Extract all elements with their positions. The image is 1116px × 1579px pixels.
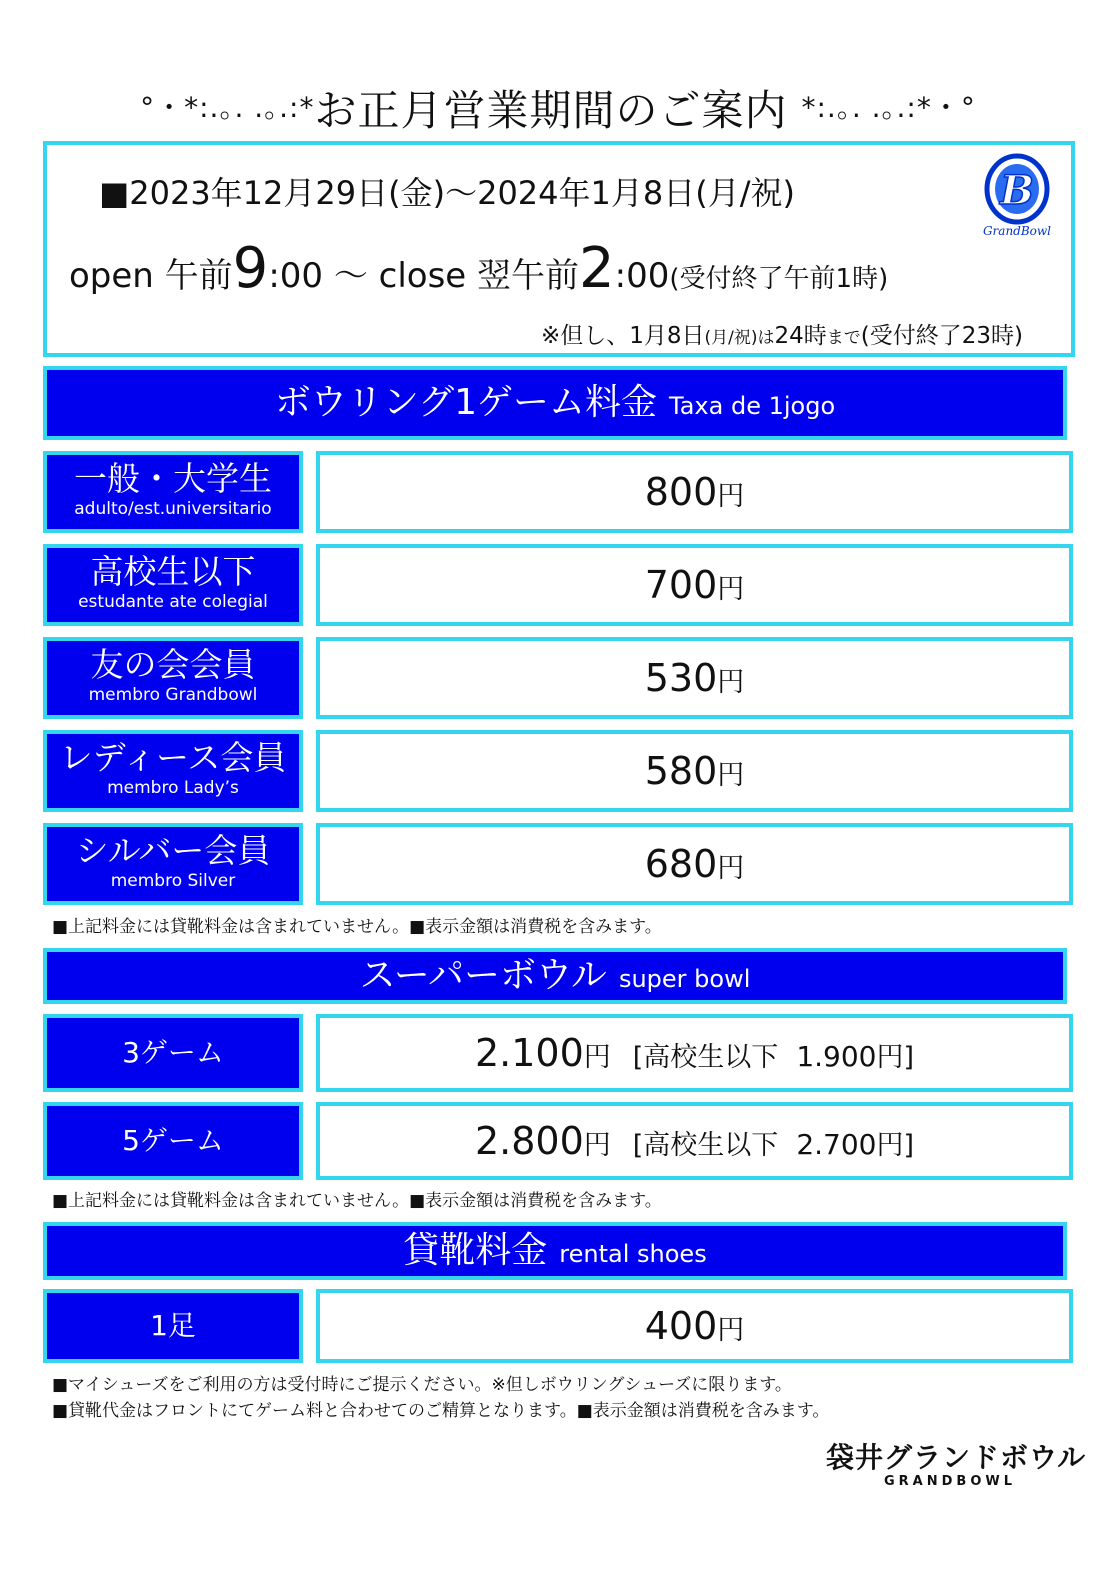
fee-label-ladies xyxy=(43,730,303,812)
yen: 円 xyxy=(583,1130,611,1161)
student-price: 2.700 xyxy=(796,1128,877,1161)
open-minutes: :00 ～ close 翌午前 xyxy=(268,256,580,296)
banner-title-jp: ボウリング1ゲーム料金 xyxy=(274,382,658,423)
price: 800 xyxy=(644,470,718,514)
price: 530 xyxy=(644,656,718,700)
page-title xyxy=(0,78,1116,138)
fee-label-highschool xyxy=(43,544,303,626)
fee-label-member xyxy=(43,637,303,719)
fee-value-highschool xyxy=(316,544,1073,626)
superbowl-value-5game xyxy=(316,1102,1073,1180)
close-minutes: :00 xyxy=(614,256,670,296)
label-jp: 友の会会員 xyxy=(90,645,256,684)
yen: 円 xyxy=(717,667,745,698)
superbowl-label-3game xyxy=(43,1014,303,1092)
logo-text: GrandBowl xyxy=(982,224,1052,238)
bowling-fee-note: ■上記料金には貸靴料金は含まれていません。■表示金額は消費税を含みます。 xyxy=(52,917,662,937)
shoes-value xyxy=(316,1289,1073,1363)
superbowl-label-5game xyxy=(43,1102,303,1180)
yen: 円] xyxy=(876,1130,915,1161)
svg-text:B: B xyxy=(1000,167,1034,214)
shoes-note-2: ■貸靴代金はフロントにてゲーム料と合わせてのご精算となります。■表示金額は消費税を含みます。 xyxy=(52,1401,830,1421)
label-jp: 高校生以下 xyxy=(90,552,256,591)
price: 700 xyxy=(644,563,718,607)
label-en: membro Lady’s xyxy=(107,778,239,798)
yen: 円] xyxy=(876,1042,915,1073)
opening-hours xyxy=(69,236,889,301)
label-jp: シルバー会員 xyxy=(75,831,271,870)
fee-label-general xyxy=(43,451,303,533)
superbowl-banner xyxy=(43,948,1067,1004)
brand-logo xyxy=(826,1441,1087,1492)
superbowl-note: ■上記料金には貸靴料金は含まれていません。■表示金額は消費税を含みます。 xyxy=(52,1191,662,1211)
note-part: (月/祝)は xyxy=(704,328,775,348)
banner-title-jp: 貸靴料金 xyxy=(403,1230,548,1271)
reception-end: (受付終了午前1時) xyxy=(669,264,889,294)
fee-value-member xyxy=(316,637,1073,719)
price: 2.800 xyxy=(474,1119,584,1163)
label-jp: 5ゲーム xyxy=(122,1124,224,1157)
note-part: (受付終了23時) xyxy=(860,323,1023,349)
label-en: membro Grandbowl xyxy=(88,685,258,705)
price: 2.100 xyxy=(474,1031,584,1075)
title-deco-left: °・*:.｡. .｡.:* xyxy=(140,91,315,124)
label-jp: 1足 xyxy=(150,1309,196,1342)
price: 580 xyxy=(644,749,718,793)
brand-sub: GRANDBOWL xyxy=(884,1474,1016,1489)
note-part: ※但し、1月8日 xyxy=(540,323,705,349)
fee-label-silver xyxy=(43,823,303,905)
label-en: adulto/est.universitario xyxy=(74,499,272,519)
yen: 円 xyxy=(717,574,745,605)
banner-title-jp: スーパーボウル xyxy=(359,955,607,996)
rental-shoes-banner xyxy=(43,1222,1067,1280)
grandbowl-logo xyxy=(982,153,1052,239)
open-hour: 9 xyxy=(232,236,269,301)
note-part: 24時 xyxy=(774,323,827,349)
label-jp: 3ゲーム xyxy=(122,1036,224,1069)
title-text: お正月営業期間のご案内 xyxy=(314,86,788,135)
banner-title-en: super bowl xyxy=(618,965,751,993)
student-price: 1.900 xyxy=(796,1040,877,1073)
fee-value-general xyxy=(316,451,1073,533)
shoes-label xyxy=(43,1289,303,1363)
student-label: [高校生以下 xyxy=(632,1130,779,1161)
grandbowl-logo-icon xyxy=(982,153,1052,239)
open-label: open 午前 xyxy=(69,256,233,296)
fee-value-ladies xyxy=(316,730,1073,812)
yen: 円 xyxy=(717,1315,745,1346)
student-label: [高校生以下 xyxy=(632,1042,779,1073)
price: 680 xyxy=(644,842,718,886)
label-en: membro Silver xyxy=(110,871,236,891)
yen: 円 xyxy=(583,1042,611,1073)
superbowl-value-3game xyxy=(316,1014,1073,1092)
bowling-fee-banner xyxy=(43,366,1067,440)
price: 400 xyxy=(644,1304,718,1348)
yen: 円 xyxy=(717,760,745,791)
label-jp: 一般・大学生 xyxy=(74,459,272,498)
close-hour: 2 xyxy=(579,236,615,301)
fee-value-silver xyxy=(316,823,1073,905)
note-part: まで xyxy=(826,328,861,348)
brand-name: 袋井グランドボウル xyxy=(826,1441,1087,1474)
banner-title-en: Taxa de 1jogo xyxy=(669,392,836,420)
yen: 円 xyxy=(717,853,745,884)
exception-note xyxy=(541,317,1023,350)
shoes-note-1: ■マイシューズをご利用の方は受付時にご提示ください。※但しボウリングシューズに限ります。 xyxy=(52,1375,792,1395)
label-en: estudante ate colegial xyxy=(78,592,268,612)
label-jp: レディース会員 xyxy=(59,738,287,777)
date-range: ■2023年12月29日(金)～2024年1月8日(月/祝) xyxy=(99,174,795,212)
hours-info-box xyxy=(43,141,1075,357)
banner-title-en: rental shoes xyxy=(559,1240,707,1268)
yen: 円 xyxy=(717,481,745,512)
title-deco-right: *:.｡. .｡.:*・° xyxy=(801,91,976,124)
